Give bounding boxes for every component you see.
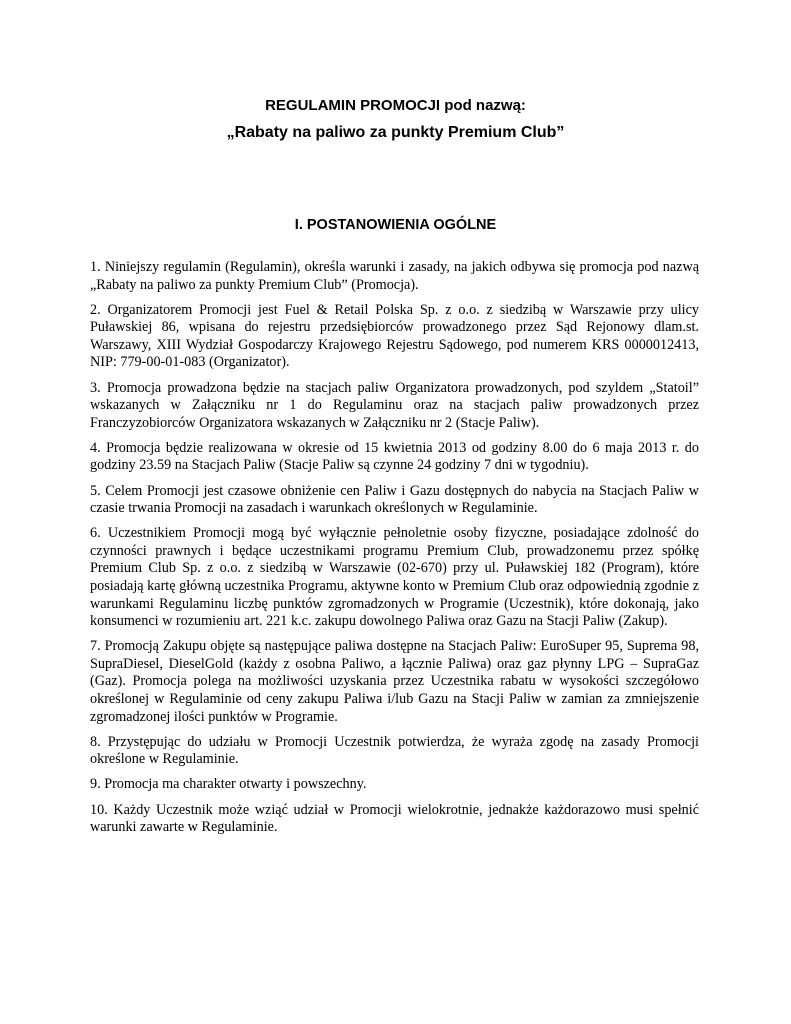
paragraph-9: 9. Promocja ma charakter otwarty i powszechny.	[90, 776, 367, 793]
paragraph-list	[90, 259, 699, 844]
paragraph-10: 10. Każdy Uczestnik może wziąć udział w Promocji wielokrotnie, jednakże każdorazowo musi spełnić warunki zawarte w Regulaminie.	[90, 801, 699, 836]
paragraph-2: 2. Organizatorem Promocji jest Fuel & Retail Polska Sp. z o.o. z siedzibą w Warszawie przy ulicy Puławskiej 86, wpisana do rejestru przedsiębiorców prowadzonego przez Sąd Rejonowy dlam.st. Warszawy, XIII Wydział Gospodarczy Krajowego Rejestru Sądowego, pod numerem KRS 0000012413, NIP: 779-00-01-083 (Organizator).	[90, 301, 699, 371]
paragraph-8: 8. Przystępując do udziału w Promocji Uczestnik potwierdza, że wyraża zgodę na zasady Promocji określone w Regulaminie.	[90, 733, 699, 768]
paragraph-5: 5. Celem Promocji jest czasowe obniżenie cen Paliw i Gazu dostępnych do nabycia na Stacjach Paliw w czasie trwania Promocji na zasadach i warunkach określonych w Regulaminie.	[90, 482, 699, 517]
section-heading: I. POSTANOWIENIA OGÓLNE	[294, 217, 497, 233]
paragraph-6: 6. Uczestnikiem Promocji mogą być wyłącznie pełnoletnie osoby fizyczne, posiadające zdolność do czynności prawnych i będące uczestnikami programu Premium Club, prowadzonemu przez spółkę Premium Club Sp. z o.o. z siedzibą w Warszawie (02-670) przy ul. Puławskiej 182 (Program), które posiadają kartę główną uczestnika Programu, aktywne konto w Premium Club oraz odpowiednią zgodnie z warunkami Regulaminu liczbę punktów zgromadzonych w Programie (Uczestnik), które dokonają, jako konsumenci w rozumieniu art. 221 k.c. zakupu dowolnego Paliwa oraz Gazu na Stacji Paliw (Zakup).	[90, 525, 699, 630]
promotion-name: „Rabaty na paliwo za punkty Premium Club”	[226, 124, 565, 141]
document-title: REGULAMIN PROMOCJI pod nazwą:	[265, 97, 526, 114]
paragraph-4: 4. Promocja będzie realizowana w okresie od 15 kwietnia 2013 od godziny 8.00 do 6 maja 2013 r. do godziny 23.59 na Stacjach Paliw (Stacje Paliw są czynne 24 godziny 7 dni w tygodniu).	[90, 439, 699, 474]
paragraph-3: 3. Promocja prowadzona będzie na stacjach paliw Organizatora prowadzonych, pod szyldem „Statoil” wskazanych w Załączniku nr 1 do Regulaminu oraz na stacjach paliw prowadzonych przez Franczyzobiorców Organizatora wskazanych w Załączniku nr 2 (Stacje Paliw).	[90, 379, 699, 431]
paragraph-1: 1. Niniejszy regulamin (Regulamin), określa warunki i zasady, na jakich odbywa się promocja pod nazwą „Rabaty na paliwo za punkty Premium Club” (Promocja).	[90, 259, 699, 293]
paragraph-7: 7. Promocją Zakupu objęte są następujące paliwa dostępne na Stacjach Paliw: EuroSuper 95, Suprema 98, SupraDiesel, DieselGold (każdy z osobna Paliwo, a łącznie Paliwa) oraz gaz płynny LPG – SupraGaz (Gaz). Promocja polega na możliwości uzyskania przez Uczestnika rabatu w wysokości szczegółowo określonej w Regulaminie od ceny zakupu Paliwa i/lub Gazu na Stacji Paliw w zamian za zmniejszenie zgromadzonej ilości punktów w Programie.	[90, 638, 699, 725]
